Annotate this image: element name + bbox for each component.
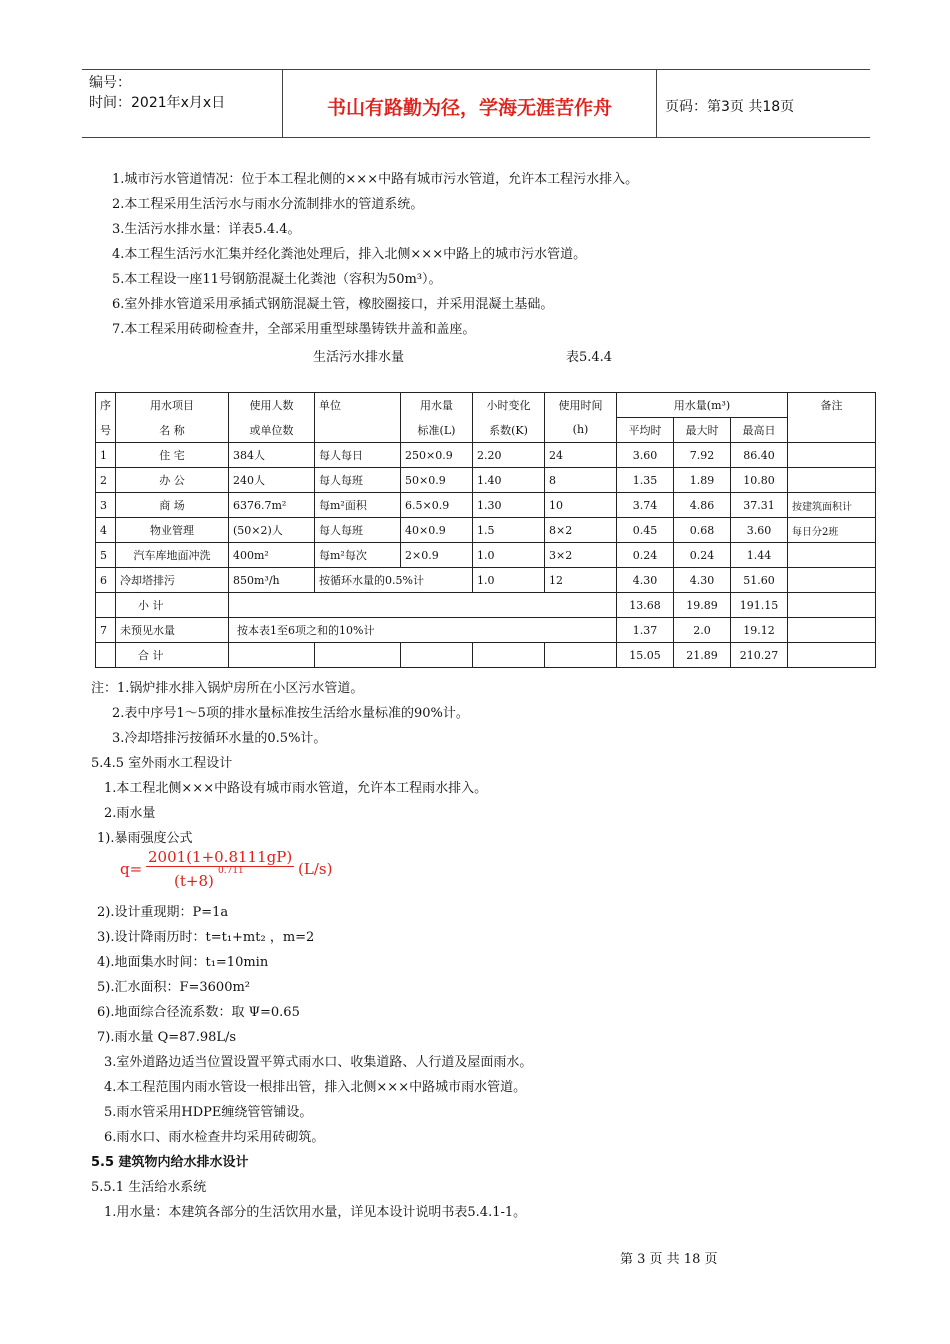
- cell-max-d: 37.31: [731, 493, 788, 518]
- cell-max-h: 4.30: [674, 568, 731, 593]
- intro-item: 4.本工程生活污水汇集并经化粪池处理后，排入北侧×××中路上的城市污水管道。: [112, 247, 587, 262]
- cell-k: 1.0: [473, 543, 545, 568]
- intro-item: 3.生活污水排水量：详表5.4.4。: [112, 222, 301, 237]
- cell-max-h: 0.68: [674, 518, 731, 543]
- cell-avg: 0.45: [617, 518, 674, 543]
- table-row: [96, 493, 876, 518]
- cell-note: 按建筑面积计: [788, 493, 876, 518]
- cell-seq: 4: [96, 518, 116, 543]
- cell-k: 1.5: [473, 518, 545, 543]
- cell-item: 商 场: [116, 493, 229, 518]
- intro-item: 1.城市污水管道情况：位于本工程北侧的×××中路有城市污水管道，允许本工程污水排入。: [112, 172, 639, 187]
- cell-users: 6376.7m²: [229, 493, 315, 518]
- cell-item: 办 公: [116, 468, 229, 493]
- cell-unit: 每人每班: [315, 468, 401, 493]
- cell-item: 冷却塔排污: [116, 568, 229, 593]
- header-unit: 单位: [315, 393, 401, 418]
- cell-k: 2.20: [473, 443, 545, 468]
- header-item: 名 称: [116, 418, 229, 443]
- intro-item: 2.本工程采用生活污水与雨水分流制排水的管道系统。: [112, 197, 424, 212]
- rain-sub: 5).汇水面积：F=3600m²: [97, 980, 251, 995]
- cell-avg: 0.24: [617, 543, 674, 568]
- note-line: 3.冷却塔排污按循环水量的0.5%计。: [112, 731, 327, 746]
- cell-time: 3×2: [545, 543, 617, 568]
- cell-max-d: 10.80: [731, 468, 788, 493]
- cell-seq: 1: [96, 443, 116, 468]
- header-seq: 序: [96, 393, 116, 418]
- rain-item: 1.本工程北侧×××中路设有城市雨水管道，允许本工程雨水排入。: [104, 781, 488, 796]
- rain-item: 2.雨水量: [104, 806, 156, 821]
- table-caption: 生活污水排水量: [313, 350, 405, 365]
- cell-std: 40×0.9: [401, 518, 473, 543]
- cell-avg: 1.37: [617, 618, 674, 643]
- subtotal-row: [96, 593, 876, 618]
- rain-sub: 2).设计重现期：P=1a: [97, 905, 229, 920]
- cell-max-h: 7.92: [674, 443, 731, 468]
- total-row: [96, 643, 876, 668]
- cell-max-d: 86.40: [731, 443, 788, 468]
- cell-avg: 4.30: [617, 568, 674, 593]
- rain-item: 4.本工程范围内雨水管设一根排出管，排入北侧×××中路城市雨水管道。: [104, 1080, 527, 1095]
- cell-k: 1.40: [473, 468, 545, 493]
- table-row: [96, 543, 876, 568]
- rain-item: 6.雨水口、雨水检查井均采用砖砌筑。: [104, 1130, 325, 1145]
- header-motto: 书山有路勤为径，学海无涯苦作舟: [283, 70, 657, 137]
- rain-sub: 1).暴雨强度公式: [97, 831, 193, 846]
- header-k: 小时变化: [473, 393, 545, 418]
- table-row: [96, 468, 876, 493]
- cell-note: [788, 543, 876, 568]
- cell-avg: 1.35: [617, 468, 674, 493]
- header-max-h: 最大时: [674, 418, 731, 443]
- cell-users: 384人: [229, 443, 315, 468]
- cell-seq: 7: [96, 618, 116, 643]
- cell-k: 1.30: [473, 493, 545, 518]
- section-heading: 5.5 建筑物内给水排水设计: [91, 1155, 249, 1170]
- header-flow-group: 用水量(m³): [617, 393, 788, 418]
- subsection-heading: 5.5.1 生活给水系统: [91, 1180, 207, 1195]
- cell-time: 10: [545, 493, 617, 518]
- cell-item: 住 宅: [116, 443, 229, 468]
- formula-denominator: (t+8): [174, 872, 214, 890]
- note-line: 注：1.锅炉排水排入锅炉房所在小区污水管道。: [91, 681, 364, 696]
- cell-desc: 按本表1至6项之和的10%计: [229, 618, 617, 643]
- date-label: 时间：2021年x月x日: [89, 95, 226, 111]
- table-header-row: [96, 393, 876, 418]
- drainage-table: [95, 392, 876, 668]
- cell-unit: 每人每班: [315, 518, 401, 543]
- cell-max-d: 1.44: [731, 543, 788, 568]
- cell-unit: 每m²每次: [315, 543, 401, 568]
- cell-time: 12: [545, 568, 617, 593]
- cell-std: 50×0.9: [401, 468, 473, 493]
- intro-item: 7.本工程采用砖砌检查井，全部采用重型球墨铸铁井盖和盖座。: [112, 322, 476, 337]
- rain-sub: 7).雨水量 Q=87.98L/s: [97, 1030, 237, 1045]
- cell-seq: 5: [96, 543, 116, 568]
- cell-max-d: 210.27: [731, 643, 788, 668]
- cell-max-h: 4.86: [674, 493, 731, 518]
- header-time: (h): [545, 418, 617, 443]
- formula-unit: (L/s): [298, 860, 333, 878]
- header-page: 页码：第3页 共18页: [665, 98, 795, 115]
- cell-max-d: 51.60: [731, 568, 788, 593]
- table-row: [96, 443, 876, 468]
- cell-avg: 3.74: [617, 493, 674, 518]
- note-line: 2.表中序号1～5项的排水量标准按生活给水量标准的90%计。: [112, 706, 469, 721]
- header-users: 使用人数: [229, 393, 315, 418]
- cell-note: [788, 443, 876, 468]
- section-heading: 5.4.5 室外雨水工程设计: [91, 756, 233, 771]
- cell-avg: 15.05: [617, 643, 674, 668]
- rain-sub: 6).地面综合径流系数：取 Ψ=0.65: [97, 1005, 300, 1020]
- rain-sub: 4).地面集水时间：t₁=10min: [97, 955, 269, 970]
- header-note: 备注: [788, 393, 876, 418]
- cell-k: 1.0: [473, 568, 545, 593]
- cell-users: 850m³/h: [229, 568, 315, 593]
- table-number: 表5.4.4: [566, 350, 613, 365]
- header-users: 或单位数: [229, 418, 315, 443]
- header-item: 用水项目: [116, 393, 229, 418]
- table-row: [96, 568, 876, 593]
- cell-max-d: 191.15: [731, 593, 788, 618]
- formula-exponent: 0.711: [218, 866, 244, 876]
- cell-users: (50×2)人: [229, 518, 315, 543]
- cell-users: 400m²: [229, 543, 315, 568]
- cell-note: [788, 468, 876, 493]
- number-label: 编号：: [89, 75, 131, 91]
- intro-item: 5.本工程设一座11号钢筋混凝土化粪池（容积为50m³）。: [112, 272, 442, 287]
- cell-item: 未预见水量: [116, 618, 229, 643]
- cell-item: 小 计: [116, 593, 229, 618]
- header-time: 使用时间: [545, 393, 617, 418]
- cell-seq: 3: [96, 493, 116, 518]
- table-header-row: [96, 418, 876, 443]
- cell-unit: 按循环水量的0.5%计: [315, 568, 473, 593]
- cell-max-d: 3.60: [731, 518, 788, 543]
- cell-max-h: 0.24: [674, 543, 731, 568]
- formula-lhs: q=: [120, 860, 143, 878]
- cell-max-d: 19.12: [731, 618, 788, 643]
- cell-unit: 每m²面积: [315, 493, 401, 518]
- header-avg: 平均时: [617, 418, 674, 443]
- cell-seq: 2: [96, 468, 116, 493]
- rain-sub: 3).设计降雨历时：t=t₁+mt₂ ，m=2: [97, 930, 315, 945]
- cell-item: 汽车库地面冲洗: [116, 543, 229, 568]
- header-meta: [82, 70, 283, 137]
- header-std: 标准(L): [401, 418, 473, 443]
- formula-numerator: 2001(1+0.8111gP): [148, 848, 293, 866]
- cell-std: 250×0.9: [401, 443, 473, 468]
- cell-std: 2×0.9: [401, 543, 473, 568]
- cell-std: 6.5×0.9: [401, 493, 473, 518]
- page-header: [82, 69, 870, 138]
- cell-users: 240人: [229, 468, 315, 493]
- header-max-d: 最高日: [731, 418, 788, 443]
- cell-time: 8: [545, 468, 617, 493]
- section-item: 1.用水量：本建筑各部分的生活饮用水量，详见本设计说明书表5.4.1-1。: [104, 1205, 527, 1220]
- cell-max-h: 2.0: [674, 618, 731, 643]
- rain-item: 3.室外道路边适当位置设置平箅式雨水口、收集道路、人行道及屋面雨水。: [104, 1055, 533, 1070]
- rain-item: 5.雨水管采用HDPE缠绕管管铺设。: [104, 1105, 313, 1120]
- cell-item: 物业管理: [116, 518, 229, 543]
- cell-max-h: 1.89: [674, 468, 731, 493]
- cell-seq: 6: [96, 568, 116, 593]
- cell-time: 24: [545, 443, 617, 468]
- cell-max-h: 19.89: [674, 593, 731, 618]
- cell-note: 每日分2班: [788, 518, 876, 543]
- intro-item: 6.室外排水管道采用承插式钢筋混凝土管，橡胶圈接口，并采用混凝土基础。: [112, 297, 554, 312]
- header-seq: 号: [96, 418, 116, 443]
- cell-time: 8×2: [545, 518, 617, 543]
- header-std: 用水量: [401, 393, 473, 418]
- cell-avg: 3.60: [617, 443, 674, 468]
- cell-item: 合 计: [116, 643, 229, 668]
- header-k: 系数(K): [473, 418, 545, 443]
- table-row: [96, 618, 876, 643]
- cell-avg: 13.68: [617, 593, 674, 618]
- cell-max-h: 21.89: [674, 643, 731, 668]
- page-footer: 第 3 页 共 18 页: [620, 1252, 718, 1267]
- cell-unit: 每人每日: [315, 443, 401, 468]
- table-row: [96, 518, 876, 543]
